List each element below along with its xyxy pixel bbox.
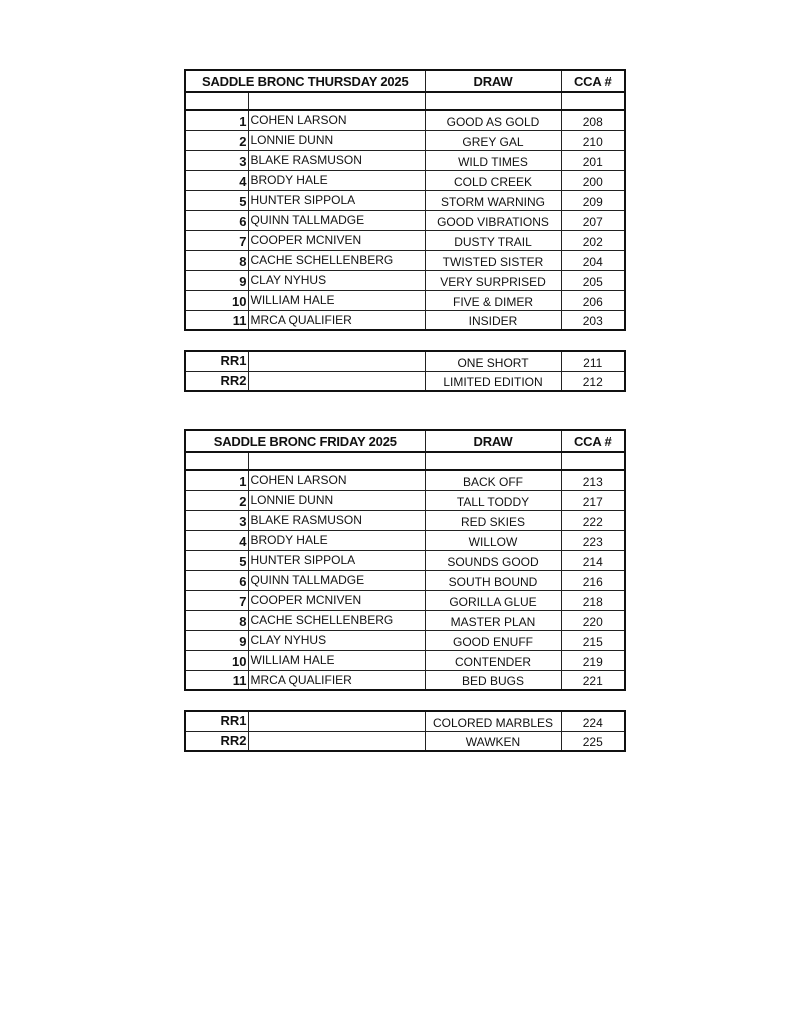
contestant-name: CLAY NYHUS [248,270,425,290]
cca-number: 225 [561,731,625,751]
draw-position: 2 [185,490,248,510]
draw-position: 7 [185,230,248,250]
contestant-name: COHEN LARSON [248,110,425,130]
draw-position: 3 [185,510,248,530]
contestant-name [248,731,425,751]
reride-label: RR1 [185,351,248,371]
table-title: SADDLE BRONC FRIDAY 2025 [185,430,425,452]
horse-name: BED BUGS [425,670,561,690]
cca-number: 212 [561,371,625,391]
contestant-name: WILLIAM HALE [248,290,425,310]
cca-number: 223 [561,530,625,550]
draw-position: 9 [185,630,248,650]
table-row [185,210,625,230]
cca-number: 215 [561,630,625,650]
draw-position: 2 [185,130,248,150]
draw-position: 6 [185,210,248,230]
cca-number: 216 [561,570,625,590]
reride-label: RR1 [185,711,248,731]
cca-number: 222 [561,510,625,530]
cca-number: 210 [561,130,625,150]
contestant-name: CLAY NYHUS [248,630,425,650]
draw-position: 1 [185,470,248,490]
cca-number: 202 [561,230,625,250]
contestant-name: HUNTER SIPPOLA [248,190,425,210]
contestant-name: MRCA QUALIFIER [248,310,425,330]
table-row [185,170,625,190]
horse-name: LIMITED EDITION [425,371,561,391]
draw-position: 3 [185,150,248,170]
draw-position: 8 [185,250,248,270]
table-row [185,290,625,310]
table-row [185,610,625,630]
cca-number: 204 [561,250,625,270]
friday-draw-table [184,429,626,691]
horse-name: GORILLA GLUE [425,590,561,610]
table-row [185,310,625,330]
table-row [185,490,625,510]
table-row [185,270,625,290]
friday-rerides [185,711,625,751]
horse-name: TWISTED SISTER [425,250,561,270]
table-row [185,590,625,610]
contestant-name: WILLIAM HALE [248,650,425,670]
table-row [185,630,625,650]
contestant-name [248,351,425,371]
contestant-name: CACHE SCHELLENBERG [248,250,425,270]
draw-position: 4 [185,530,248,550]
draw-position: 4 [185,170,248,190]
reride-row [185,731,625,751]
contestant-name: BLAKE RASMUSON [248,510,425,530]
horse-name: ONE SHORT [425,351,561,371]
table-row [185,550,625,570]
reride-label: RR2 [185,731,248,751]
table-row [185,570,625,590]
thursday-rerides [185,351,625,391]
contestant-name: QUINN TALLMADGE [248,210,425,230]
draw-header: DRAW [425,430,561,452]
table-row [185,150,625,170]
draw-position: 11 [185,670,248,690]
reride-row [185,371,625,391]
horse-name: GOOD VIBRATIONS [425,210,561,230]
table-row [185,130,625,150]
table-row [185,530,625,550]
friday-reride-table [184,710,626,752]
contestant-name: COHEN LARSON [248,470,425,490]
cca-number: 205 [561,270,625,290]
horse-name: FIVE & DIMER [425,290,561,310]
contestant-name: MRCA QUALIFIER [248,670,425,690]
horse-name: INSIDER [425,310,561,330]
cca-number: 213 [561,470,625,490]
table-row [185,470,625,490]
horse-name: COLORED MARBLES [425,711,561,731]
horse-name: RED SKIES [425,510,561,530]
cca-number: 218 [561,590,625,610]
cca-number: 208 [561,110,625,130]
draw-position: 10 [185,290,248,310]
draw-position: 8 [185,610,248,630]
cca-number: 201 [561,150,625,170]
cca-number: 207 [561,210,625,230]
table-row [185,670,625,690]
horse-name: BACK OFF [425,470,561,490]
contestant-name: BLAKE RASMUSON [248,150,425,170]
draw-header: DRAW [425,70,561,92]
horse-name: DUSTY TRAIL [425,230,561,250]
draw-position: 1 [185,110,248,130]
thursday-reride-table [184,350,626,392]
contestant-name: BRODY HALE [248,530,425,550]
contestant-name: HUNTER SIPPOLA [248,550,425,570]
thursday-rows [185,110,625,330]
contestant-name [248,711,425,731]
table-row [185,110,625,130]
horse-name: GOOD AS GOLD [425,110,561,130]
horse-name: SOUTH BOUND [425,570,561,590]
draw-position: 9 [185,270,248,290]
contestant-name: COOPER MCNIVEN [248,590,425,610]
cca-number: 214 [561,550,625,570]
draw-position: 10 [185,650,248,670]
cca-number: 206 [561,290,625,310]
draw-position: 11 [185,310,248,330]
table-row [185,510,625,530]
reride-row [185,711,625,731]
draw-position: 7 [185,590,248,610]
reride-label: RR2 [185,371,248,391]
cca-number: 221 [561,670,625,690]
contestant-name: LONNIE DUNN [248,130,425,150]
horse-name: CONTENDER [425,650,561,670]
reride-row [185,351,625,371]
cca-number: 217 [561,490,625,510]
cca-number: 220 [561,610,625,630]
horse-name: TALL TODDY [425,490,561,510]
table-row [185,650,625,670]
table-title: SADDLE BRONC THURSDAY 2025 [185,70,425,92]
draw-position: 5 [185,190,248,210]
cca-number: 200 [561,170,625,190]
horse-name: MASTER PLAN [425,610,561,630]
horse-name: VERY SURPRISED [425,270,561,290]
thursday-draw-table [184,69,626,331]
contestant-name: COOPER MCNIVEN [248,230,425,250]
table-row [185,250,625,270]
horse-name: STORM WARNING [425,190,561,210]
horse-name: WAWKEN [425,731,561,751]
header-row [185,70,625,92]
table-row [185,230,625,250]
cca-number: 219 [561,650,625,670]
cca-number: 209 [561,190,625,210]
header-row [185,430,625,452]
horse-name: WILLOW [425,530,561,550]
contestant-name: LONNIE DUNN [248,490,425,510]
contestant-name: QUINN TALLMADGE [248,570,425,590]
cca-header: CCA # [561,70,625,92]
contestant-name: BRODY HALE [248,170,425,190]
cca-number: 211 [561,351,625,371]
draw-position: 6 [185,570,248,590]
table-row [185,190,625,210]
horse-name: GREY GAL [425,130,561,150]
draw-position: 5 [185,550,248,570]
horse-name: WILD TIMES [425,150,561,170]
contestant-name: CACHE SCHELLENBERG [248,610,425,630]
contestant-name [248,371,425,391]
horse-name: SOUNDS GOOD [425,550,561,570]
friday-rows [185,470,625,690]
cca-header: CCA # [561,430,625,452]
blank-row [185,92,625,110]
blank-row [185,452,625,470]
horse-name: GOOD ENUFF [425,630,561,650]
cca-number: 203 [561,310,625,330]
horse-name: COLD CREEK [425,170,561,190]
cca-number: 224 [561,711,625,731]
